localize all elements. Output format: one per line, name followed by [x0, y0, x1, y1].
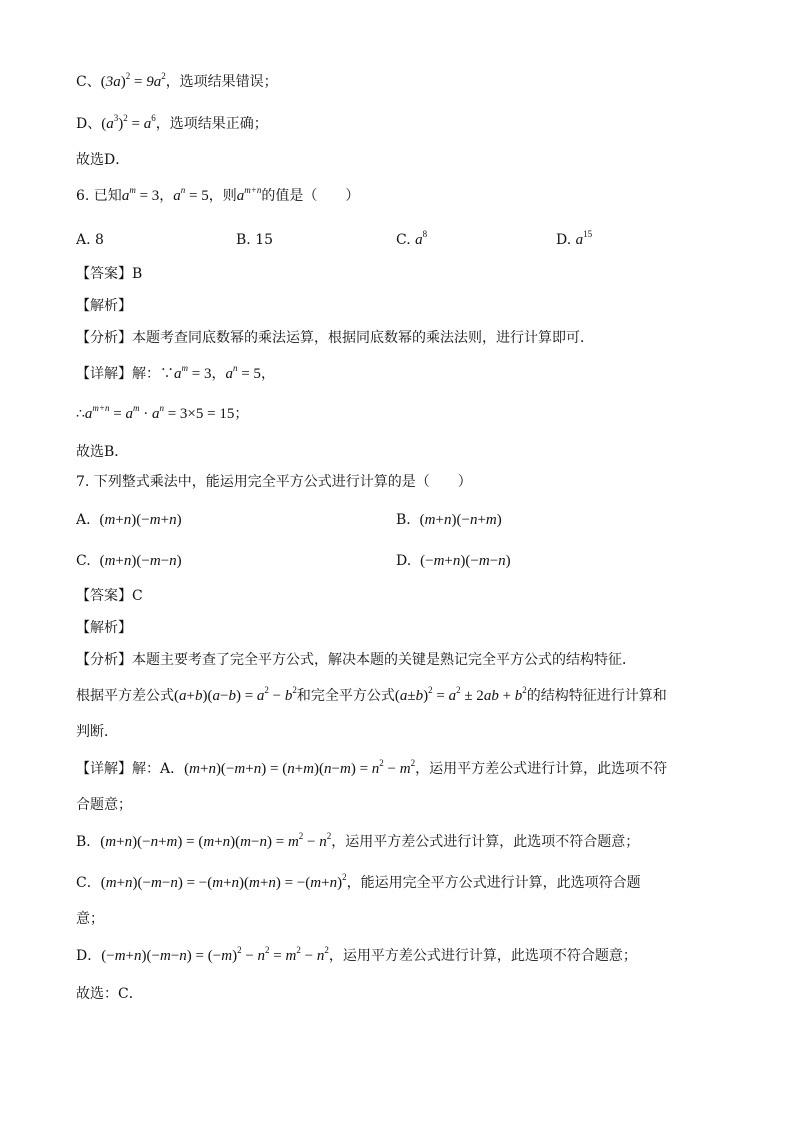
answer-6: 【答案】B [76, 266, 143, 282]
question-6-option-c: C. $a^8$ [396, 229, 428, 248]
math-expression: (m+n)(−m−n) [99, 553, 182, 569]
analysis-6-text: 【分析】本题考查同底数幂的乘法运算，根据同底数幂的乘法法则，进行计算即可． [76, 330, 594, 346]
detail-7-a: 【详解】解：A．$(m+n)(-m+n) = (n+m)(n-m) = n^2 - m^2$，运用平方差公式进行计算，此选项不符 [76, 758, 668, 777]
math-expression: $a^{15}$ [575, 229, 593, 248]
detail-7-a-wrap: 合题意； [76, 797, 132, 813]
question-6-option-a: A. 8 [76, 232, 104, 248]
question-7-option-c: C. (m+n)(−m−n) [76, 553, 182, 569]
math-expression: $a^{m+n} = a^m \cdot a^n = 3\times 5 = 15$ [84, 403, 235, 422]
analysis-7-text: 【分析】本题主要考查了完全平方公式，解决本题的关键是熟记完全平方公式的结构特征． [76, 652, 636, 668]
therefore-6: $\therefore a^{m+n} = a^m \cdot a^n = 3\times 5 = 15$； [76, 403, 249, 422]
detail-6: 【详解】解：$\because a^m = 3$，$a^n = 5$， [76, 363, 275, 382]
math-expression: $(a^3)^2 = a^6$ [101, 113, 156, 132]
choice-line: 故选B． [76, 444, 129, 460]
analysis-7-heading: 【解析】 [76, 620, 132, 636]
math-expression: $(m+n)(-m-n) = -(m+n)(m+n) = -(m+n)^2$ [100, 872, 347, 891]
math-expression: (−m+n)(−m−n) [420, 553, 511, 569]
math-expression: $(m+n)(-n+m) = (m+n)(m-n) = m^2 - n^2$ [100, 831, 332, 850]
math-expression: $(a+b)(a-b) = a^2 - b^2$ [174, 685, 297, 704]
question-6: 6. 已知$a^m = 3$，$a^n = 5$，则$a^{m+n}$的值是（ ） [76, 185, 360, 204]
choice-line: 故选D． [76, 152, 130, 168]
math-expression: $(-m+n)(-m-n) = (-m)^2 - n^2 = m^2 - n^2$ [101, 945, 329, 964]
math-expression: $a^m = 3$ [174, 363, 212, 382]
prev-option-c: C、$(3a)^2 = 9a^2$，选项结果错误； [76, 71, 278, 90]
prev-option-d: D、$(a^3)^2 = a^6$，选项结果正确； [76, 113, 268, 132]
question-6-option-b: B. 15 [236, 232, 274, 248]
math-expression: $(m+n)(-m+n) = (n+m)(n-m) = n^2 - m^2$ [184, 758, 416, 777]
math-expression: $(3a)^2 = 9a^2$ [100, 71, 166, 90]
detail-7-c-wrap: 意； [76, 911, 104, 927]
math-expression: $a^8$ [415, 229, 428, 248]
math-expression: (m+n)(−m+n) [99, 512, 182, 528]
math-expression: $a^n = 5$ [173, 185, 209, 204]
question-6-option-d: D. $a^{15}$ [556, 229, 593, 248]
detail-7-c: C．$(m+n)(-m-n) = -(m+n)(m+n) = -(m+n)^2$，能运用完全平方公式进行计算，此选项符合题 [76, 872, 641, 891]
analysis-6-heading: 【解析】 [76, 298, 132, 314]
choice-line: 故选：C． [76, 986, 143, 1002]
math-expression: $a^m = 3$ [121, 185, 160, 204]
math-expression: $(a\pm b)^2 = a^2 \pm 2ab + b^2$ [394, 685, 527, 704]
detail-7-d: D．$(-m+n)(-m-n) = (-m)^2 - n^2 = m^2 - n^2$，运用平方差公式进行计算，此选项不符合题意； [76, 945, 637, 964]
question-7-option-a: A. (m+n)(−m+n) [76, 512, 182, 528]
formula-basis: 根据平方差公式$(a+b)(a-b) = a^2 - b^2$和完全平方公式$(a\pm b)^2 = a^2 \pm 2ab + b^2$的结构特征进行计算和 [76, 685, 667, 704]
math-expression: $a^n = 5$ [225, 363, 261, 382]
question-7: 7. 下列整式乘法中，能运用完全平方公式进行计算的是（ ） [76, 474, 472, 490]
answer-7: 【答案】C [76, 588, 143, 604]
detail-7-b: B．$(m+n)(-n+m) = (m+n)(m-n) = m^2 - n^2$，运用平方差公式进行计算，此选项不符合题意； [76, 831, 640, 850]
math-expression: (m+n)(−n+m) [419, 512, 502, 528]
question-7-option-b: B. (m+n)(−n+m) [396, 512, 502, 528]
math-expression: $a^{m+n}$ [236, 185, 262, 204]
question-7-option-d: D. (−m+n)(−m−n) [396, 553, 511, 569]
formula-basis-wrap: 判断． [76, 724, 118, 740]
